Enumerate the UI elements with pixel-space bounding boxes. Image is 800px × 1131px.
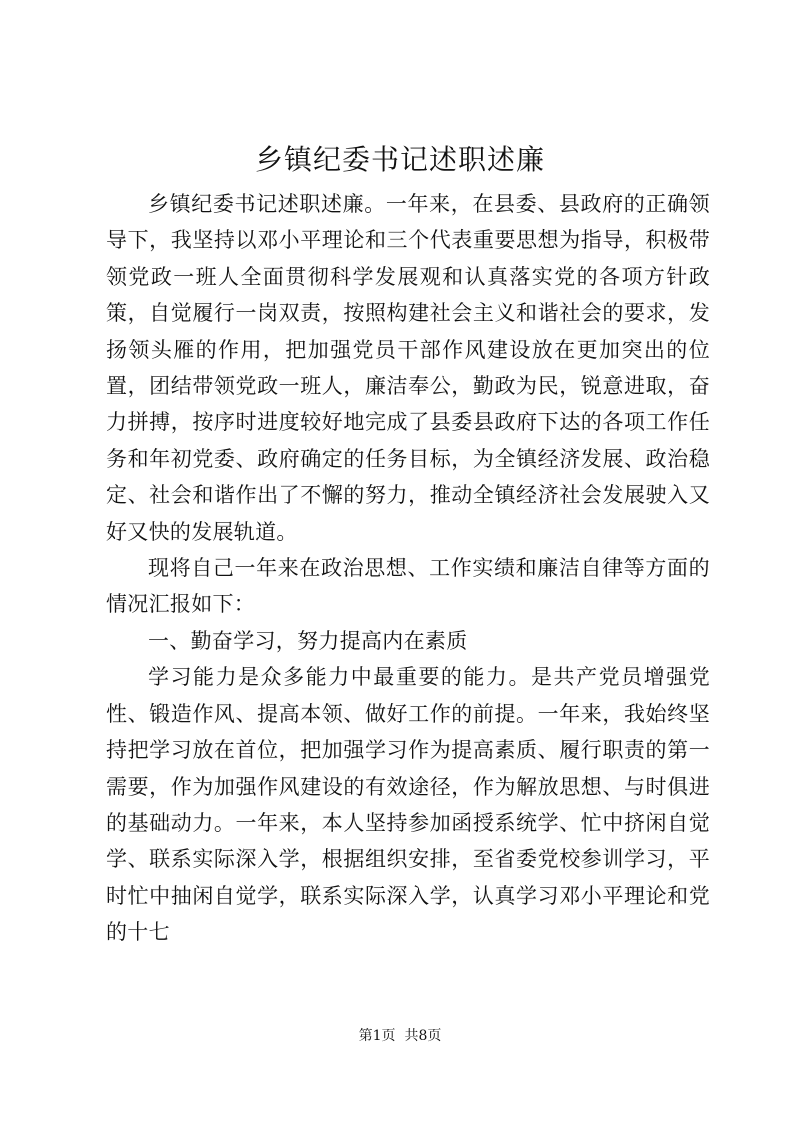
paragraph-study: 学习能力是众多能力中最重要的能力。是共产党员增强党性、锻造作风、提高本领、做好工作的前提。一年来，我始终坚持把学习放在首位，把加强学习作为提高素质、履行职责的第一需要，作为加强作风建设的有效途径，作为解放思想、与时俱进的基础动力。一年来，本人坚持参加函授系统学、忙中挤闲自觉学、联系实际深入学，根据组织安排，至省委党校参训学习，平时忙中抽闲自觉学，联系实际深入学，认真学习邓小平理论和党的十七 — [106, 665, 710, 945]
document-title: 乡镇纪委书记述职述廉 — [254, 143, 545, 176]
section-heading-study: 一、勤奋学习，努力提高内在素质 — [148, 628, 468, 653]
paragraph-report-lead: 现将自己一年来在政治思想、工作实绩和廉洁自律等方面的情况汇报如下： — [106, 556, 710, 617]
document-body — [106, 186, 710, 951]
paragraph-intro: 乡镇纪委书记述职述廉。一年来，在县委、县政府的正确领导下，我坚持以邓小平理论和三个代表重要思想为指导，积极带领党政一班人全面贯彻科学发展观和认真落实党的各项方针政策，自觉履行一岗双责，按照构建社会主义和谐社会的要求，发扬领头雁的作用，把加强党员干部作风建设放在更加突出的位置，团结带领党政一班人，廉洁奉公，勤政为民，锐意进取，奋力拼搏，按序时进度较好地完成了县委县政府下达的各项工作任务和年初党委、政府确定的任务目标，为全镇经济发展、政治稳定、社会和谐作出了不懈的努力，推动全镇经济社会发展驶入又好又快的发展轨道。 — [106, 192, 710, 544]
page-footer — [0, 1026, 800, 1046]
page-number-label: 第1页 共8页 — [358, 1028, 442, 1044]
